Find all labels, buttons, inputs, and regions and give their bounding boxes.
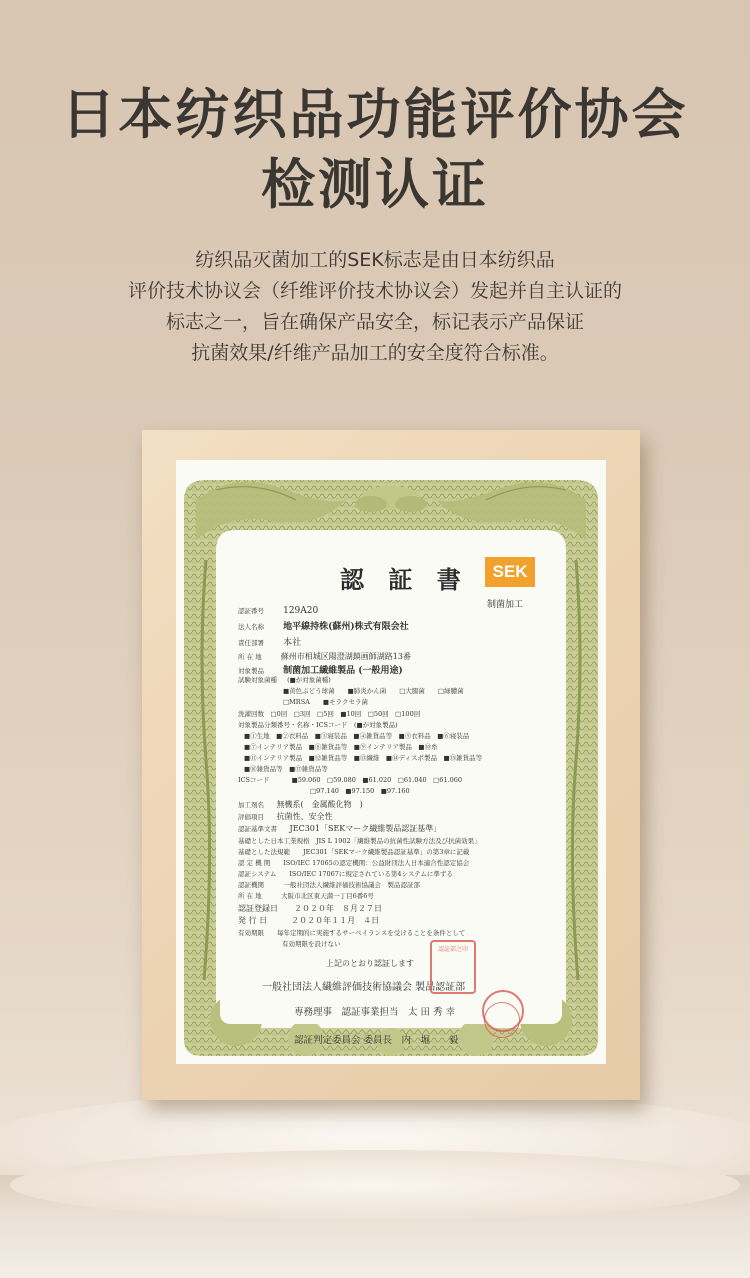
round-seal-2 [484, 1002, 520, 1038]
issue-date: 発 行 日 ２０２０年１１月 ４日 [238, 916, 380, 925]
agent-value: 無機系( 金属酸化物 ) [276, 800, 363, 809]
pedestal-step [10, 1150, 740, 1220]
ics-codes-2: □97.140 ■97.150 ■97.160 [310, 787, 410, 795]
category-line-4: ■⑯雑貨品等 ■⑰雑貨品等 [244, 765, 328, 773]
field-label: 対象製品 [238, 667, 264, 675]
validity-row-2: 有効期限を設けない [282, 940, 341, 948]
test-note: (■が対象菌種) [287, 676, 331, 684]
field-label: 法人名称 [238, 623, 264, 631]
guilloche-border [176, 460, 606, 1064]
test-label: 試験対象菌種 [238, 676, 277, 684]
address-row: 所 在 地 大阪市北区東天満一丁目6番6号 [238, 892, 374, 900]
eval-value: 抗菌性、安全性 [276, 812, 333, 821]
seal-text: 認証部之印 [437, 946, 468, 953]
category-line-2: ■⑦インテリア製品 ■⑧雑貨品等 ■⑨インテリア製品 ■⑩糸 [244, 743, 438, 751]
issuer-name: 一般社団法人繊維評価技術協議会 製品認証部 [262, 982, 466, 993]
standard-label: 認証基準文書 [238, 825, 277, 833]
page-title-line2: 检测认证 [261, 153, 489, 216]
field-value: 制菌加工繊維製品 (一般用途) [283, 666, 403, 676]
ics-label: ICSコード [238, 776, 270, 784]
wash-count: 洗濯回数 □0回 □3回 □5回 ■10回 □50回 □100回 [238, 710, 421, 718]
field-label: 所 在 地 [238, 653, 262, 661]
square-seal [430, 940, 476, 994]
ics-row [238, 775, 462, 784]
sek-logo: SEK [485, 557, 535, 587]
validity-row: 有効期限 毎年定期的に実施するサーベイランスを受けることを条件として [238, 929, 466, 937]
agent-row [238, 799, 363, 810]
description-line-2: 评价技术协议会（纤维评价技术协议会）发起并自主认证的 [127, 280, 622, 302]
eval-label: 評価項目 [238, 813, 264, 821]
bacteria-line-1: ■黄色ぶどう球菌 ■肺炎かん菌 □大腸菌 □緑膿菌 [283, 687, 464, 695]
page-title-line1: 日本纺织品功能评价协会 [61, 83, 689, 146]
attestation-text: 上記のとおり認証します [326, 959, 414, 968]
registration-date: 認証登録日 ２０２０年 ８月２７日 [238, 904, 382, 913]
field-value: 129A20 [283, 606, 319, 616]
description-line-3: 标志之一，旨在确保产品安全，标记表示产品保证 [165, 311, 584, 333]
director-signature: 専務理事 認証事業担当 太 田 秀 幸 [294, 1007, 456, 1018]
field-value: 本社 [283, 638, 302, 648]
sek-subtitle: 制菌加工 [487, 600, 524, 610]
system-row: 認証システム ISO/IEC 17067に規定されている第4システムに準ずる [238, 870, 453, 878]
ics-codes-1: ■59.060 □59.080 ■61.020 □61.040 □61.060 [291, 776, 463, 784]
chair-signature: 認証判定委員会 委員長 内 堀 毅 [294, 1035, 459, 1046]
standard-row [238, 823, 441, 834]
field-label: 責任部署 [238, 639, 264, 647]
eval-row [238, 811, 333, 822]
field-value: 地平線持株(蘇州)株式有限会社 [283, 622, 409, 632]
cert-body-row: 認証機関 一般社団法人繊維評価技術協議会 製品認証部 [238, 881, 420, 889]
certificate-title: 認 証 書 [340, 565, 469, 594]
jis-row: 基礎とした日本工業規格 JIS L 1902「繊維製品の抗菌性試験方法及び抗菌効果」 [238, 837, 481, 845]
accreditation-row: 認 定 機 関 ISO/IEC 17065の認定機関：公益財団法人日本適合性認定協会 [238, 859, 470, 867]
category-line-3: ■⑪インテリア製品 ■⑫雑貨品等 ■⑬繊維 ■⑭ディスポ製品 ■⑮雑貨品等 [244, 754, 483, 762]
certificate-paper [176, 460, 606, 1064]
test-bacteria-label [238, 675, 331, 684]
category-line-1: ■①生地 ■②衣料品 ■③寝装品 ■④雑貨品等 ■⑤衣料品 ■⑥寝装品 [244, 732, 470, 740]
bacteria-line-2: □MRSA ■モラクセラ菌 [283, 698, 368, 706]
field-label: 認証番号 [238, 607, 264, 615]
law-row: 基礎とした法規範 JEC301「SEKマーク繊維製品認証基準」の第3章に記載 [238, 848, 470, 856]
product-category-label: 対象製品分類番号・名称・ICSコード (■が対象製品) [238, 721, 398, 729]
agent-label: 加工剤名 [238, 801, 264, 809]
description-line-1: 纺织品灭菌加工的SEK标志是由日本纺织品 [195, 249, 555, 271]
description-line-4: 抗菌效果/纤维产品加工的安全度符合标准。 [191, 342, 559, 364]
field-value: 蘇州市相城区陽澄湖鎮画師湖路13番 [280, 652, 411, 661]
standard-value: JEC301「SEKマーク繊維製品認証基準」 [289, 824, 442, 833]
